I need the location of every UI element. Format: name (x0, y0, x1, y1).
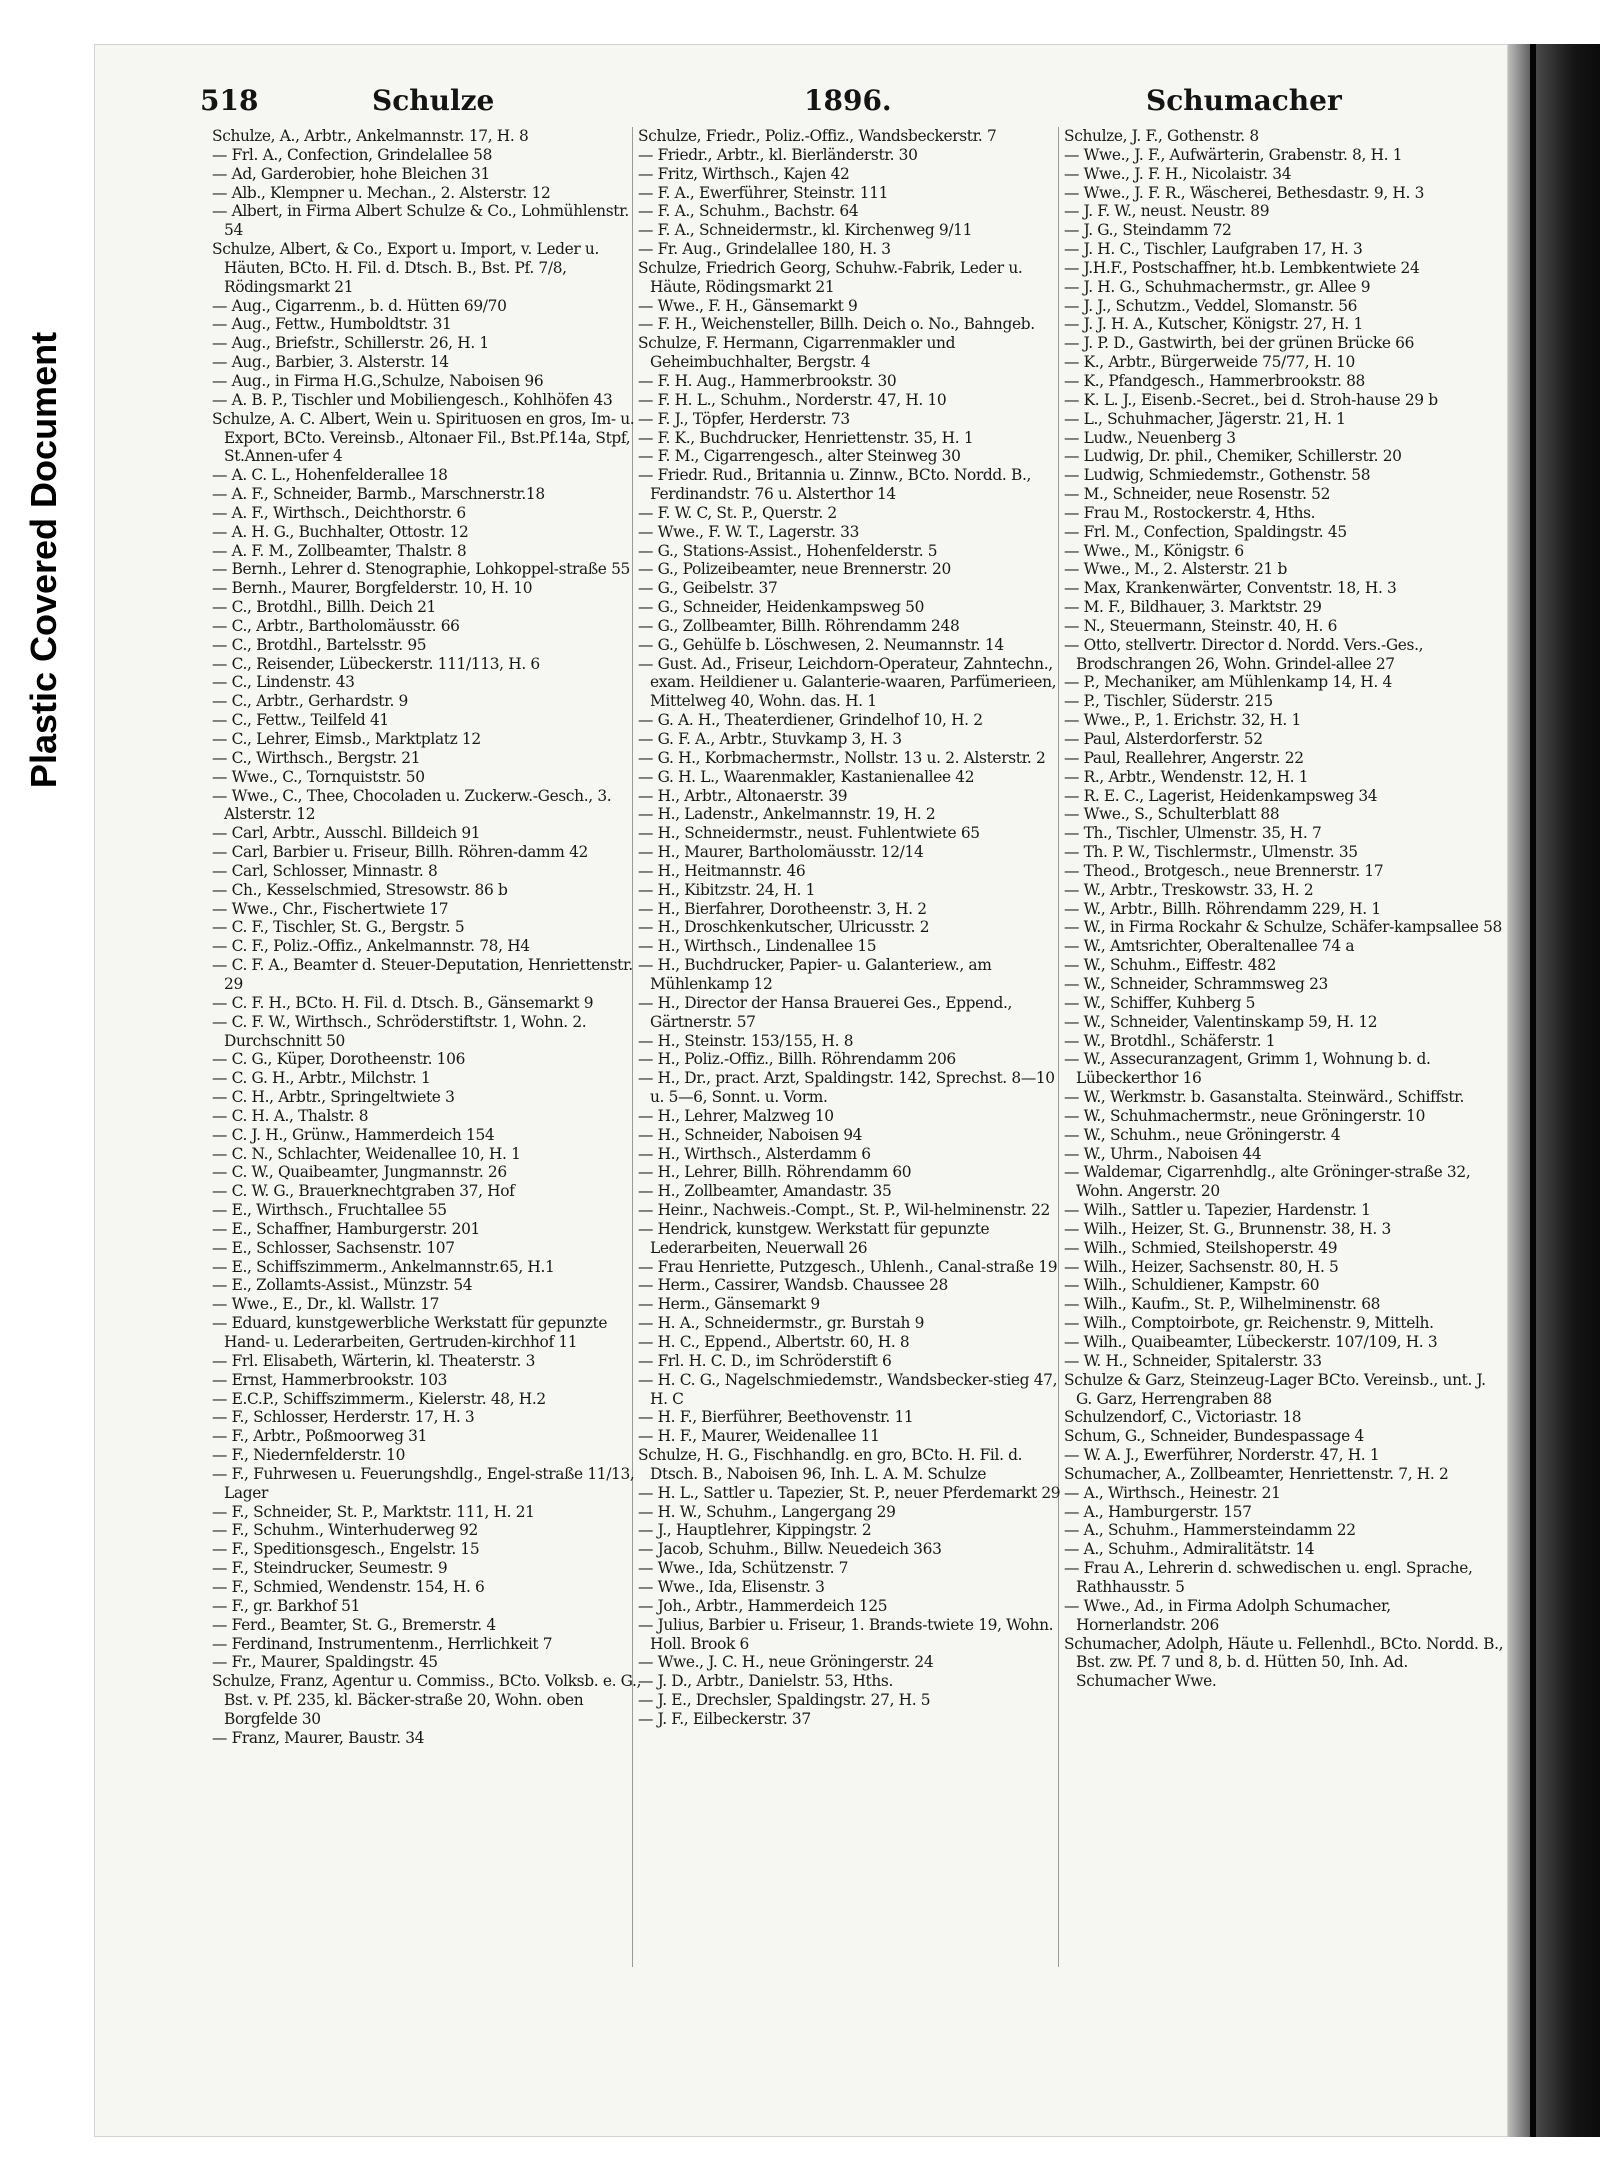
directory-entry: Schumacher, Adolph, Häute u. Fellenhdl., BCto. Nordd. B., Bst. zw. Pf. 7 und 8, b. d. Hütten 50, Inh. Ad. Schumacher Wwe. (1064, 1634, 1504, 1691)
directory-entry: — H., Lehrer, Billh. Röhrendamm 60 (638, 1163, 912, 1182)
directory-entry: — C. F., Tischler, St. G., Bergstr. 5 (212, 918, 465, 937)
directory-entry: — F., Steindrucker, Seumestr. 9 (212, 1559, 448, 1578)
directory-entry: — J. P. D., Gastwirth, bei der grünen Brücke 66 (1064, 334, 1415, 353)
directory-entry: — W., Assecuranzagent, Grimm 1, Wohnung b. d. Lübeckerthor 16 (1064, 1050, 1431, 1088)
plastic-covered-stamp (0, 0, 88, 2177)
directory-entry: — Julius, Barbier u. Friseur, 1. Brands-twiete 19, Wohn. Holl. Brook 6 (638, 1615, 1054, 1653)
directory-entry: — W. H., Schneider, Spitalerstr. 33 (1064, 1351, 1322, 1370)
directory-entry: — Paul, Reallehrer, Angerstr. 22 (1064, 748, 1304, 767)
directory-entry: — C., Fettw., Teilfeld 41 (212, 711, 389, 730)
directory-entry: — Ch., Kesselschmied, Stresowstr. 86 b (212, 880, 508, 899)
directory-entry: — Wwe., F. W. T., Lagerstr. 33 (638, 522, 860, 541)
directory-entry: — A., Wirthsch., Heinestr. 21 (1064, 1483, 1281, 1502)
directory-entry: — Frau A., Lehrerin d. schwedischen u. engl. Sprache, Rathhausstr. 5 (1064, 1559, 1473, 1596)
directory-entry: — F., Arbtr., Poßmoorweg 31 (212, 1427, 428, 1446)
directory-entry: — F. H. L., Schuhm., Norderstr. 47, H. 10 (638, 390, 947, 409)
directory-entry: — J. D., Arbtr., Danielstr. 53, Hths. (638, 1672, 894, 1691)
directory-entry: — Wwe., C., Thee, Chocoladen u. Zuckerw.-Gesch., 3. Alsterstr. 12 (212, 786, 612, 824)
directory-column-2 (638, 127, 1068, 1967)
directory-entry: — Th., Tischler, Ulmenstr. 35, H. 7 (1064, 824, 1322, 843)
directory-entry: — W., Schneider, Schrammsweg 23 (1064, 974, 1328, 993)
directory-entry: — Aug., Fettw., Humboldtstr. 31 (212, 315, 452, 334)
directory-entry: — J.H.F., Postschaffner, ht.b. Lembkentwiete 24 (1064, 258, 1420, 277)
directory-entry: — A., Schuhm., Hammersteindamm 22 (1064, 1521, 1356, 1540)
directory-entry: — Frau M., Rostockerstr. 4, Hths. (1064, 503, 1316, 522)
directory-entry: — Albert, in Firma Albert Schulze & Co., Lohmühlenstr. 54 (212, 202, 629, 240)
directory-entry: — K. L. J., Eisenb.-Secret., bei d. Stroh-hause 29 b (1064, 390, 1438, 409)
directory-entry: — F. W. C, St. P., Querstr. 2 (638, 503, 837, 522)
directory-entry: — W., Schuhmachermstr., neue Gröningerstr. 10 (1064, 1106, 1426, 1125)
directory-entry: — J. G., Steindamm 72 (1064, 221, 1232, 240)
directory-entry: — Frau Henriette, Putzgesch., Uhlenh., Canal-straße 19 (638, 1257, 1058, 1276)
directory-entry: — F., Schuhm., Winterhuderweg 92 (212, 1521, 478, 1540)
directory-entry: — M. F., Bildhauer, 3. Marktstr. 29 (1064, 598, 1322, 617)
directory-entry: — G. H. L., Waarenmakler, Kastanienallee 42 (638, 767, 975, 786)
book-gutter-shadow (1508, 44, 1600, 2137)
directory-entry: Schulze, Franz, Agentur u. Commiss., BCto. Volksb. e. G., Bst. v. Pf. 235, kl. Bäcker-straße 20, Wohn. oben Borgfelde 30 (212, 1672, 642, 1728)
directory-entry: — W., Schuhm., neue Gröningerstr. 4 (1064, 1125, 1341, 1144)
directory-entry: — H., Bierfahrer, Dorotheenstr. 3, H. 2 (638, 899, 927, 918)
directory-entry: — P., Tischler, Süderstr. 215 (1064, 692, 1273, 711)
directory-entry: — Wwe., J. F. H., Nicolaistr. 34 (1064, 164, 1292, 183)
directory-entry: — H., Arbtr., Altonaerstr. 39 (638, 786, 848, 805)
directory-entry: — C. W. G., Brauerknechtgraben 37, Hof (212, 1182, 515, 1201)
directory-entry: — Joh., Arbtr., Hammerdeich 125 (638, 1596, 888, 1615)
directory-entry: — Wilh., Schuldiener, Kampstr. 60 (1064, 1276, 1320, 1295)
directory-entry: — H., Kibitzstr. 24, H. 1 (638, 880, 816, 899)
directory-entry: — W., Schiffer, Kuhberg 5 (1064, 993, 1256, 1012)
directory-entry: — C. F. W., Wirthsch., Schröderstiftstr. 1, Wohn. 2. Durchschnitt 50 (212, 1012, 587, 1050)
directory-entry: — Wilh., Heizer, Sachsenstr. 80, H. 5 (1064, 1257, 1339, 1276)
directory-entry: — A., Schuhm., Admiralitätstr. 14 (1064, 1540, 1315, 1559)
directory-entry: — E.C.P., Schiffszimmerm., Kielerstr. 48, H.2 (212, 1389, 546, 1408)
directory-entry: — H., Dr., pract. Arzt, Spaldingstr. 142, Sprechst. 8—10 u. 5—6, Sonnt. u. Vorm. (638, 1069, 1055, 1107)
book-gutter-edge (1530, 44, 1536, 2137)
directory-entry: Schumacher, A., Zollbeamter, Henriettenstr. 7, H. 2 (1064, 1464, 1449, 1483)
directory-entry: — H. C. G., Nagelschmiedemstr., Wandsbecker-stieg 47, H. C (638, 1370, 1058, 1408)
directory-entry: — Ad, Garderobier, hohe Bleichen 31 (212, 164, 490, 183)
directory-entry: — H., Droschkenkutscher, Ulricusstr. 2 (638, 918, 930, 937)
directory-entry: — E., Schaffner, Hamburgerstr. 201 (212, 1219, 480, 1238)
directory-entry: — A. C. L., Hohenfelderallee 18 (212, 466, 448, 485)
directory-entry: — C., Lindenstr. 43 (212, 673, 355, 692)
directory-entry: Schulze & Garz, Steinzeug-Lager BCto. Vereinsb., unt. J. G. Garz, Herrengraben 88 (1064, 1370, 1486, 1408)
directory-entry: — G. A. H., Theaterdiener, Grindelhof 10, H. 2 (638, 711, 983, 730)
directory-entry: — Wwe., Chr., Fischertwiete 17 (212, 899, 449, 918)
directory-entry: Schulze, A. C. Albert, Wein u. Spirituosen en gros, Im- u. Export, BCto. Vereinsb., Altonaer Fil., Bst.Pf.14a, Stpf, St.Annen-ufer 4 (212, 409, 635, 466)
directory-entry: — Wwe., J. C. H., neue Gröningerstr. 24 (638, 1653, 934, 1672)
directory-entry: — Wwe., E., Dr., kl. Wallstr. 17 (212, 1295, 440, 1314)
directory-entry: — Waldemar, Cigarrenhdlg., alte Gröninger-straße 32, Wohn. Angerstr. 20 (1064, 1163, 1471, 1201)
directory-entry: — Wwe., J. F., Aufwärterin, Grabenstr. 8, H. 1 (1064, 145, 1403, 164)
directory-entry: — H. L., Sattler u. Tapezier, St. P., neuer Pferdemarkt 29 (638, 1483, 1061, 1502)
directory-entry: — J. J. H. A., Kutscher, Königstr. 27, H. 1 (1064, 315, 1363, 334)
directory-entry: — A. F. M., Zollbeamter, Thalstr. 8 (212, 541, 467, 560)
directory-entry: — Wwe., Ad., in Firma Adolph Schumacher, Hornerlandstr. 206 (1064, 1596, 1391, 1634)
directory-entry: — E., Zollamts-Assist., Münzstr. 54 (212, 1276, 473, 1295)
directory-entry: — C. G. H., Arbtr., Milchstr. 1 (212, 1069, 431, 1088)
directory-entry: — Frl. A., Confection, Grindelallee 58 (212, 145, 493, 164)
directory-entry: — H., Maurer, Bartholomäusstr. 12/14 (638, 843, 924, 862)
directory-entry: — H. C., Eppend., Albertstr. 60, H. 8 (638, 1333, 910, 1351)
directory-entry: — Fritz, Wirthsch., Kajen 42 (638, 164, 850, 183)
header-year: 1896. (804, 84, 892, 117)
directory-entry: — Theod., Brotgesch., neue Brennerstr. 17 (1064, 861, 1384, 880)
directory-entry: — C. J. H., Grünw., Hammerdeich 154 (212, 1125, 495, 1144)
directory-entry: — W., Uhrm., Naboisen 44 (1064, 1144, 1262, 1163)
directory-entry: Schum, G., Schneider, Bundespassage 4 (1064, 1427, 1364, 1446)
directory-entry: — Paul, Alsterdorferstr. 52 (1064, 730, 1263, 748)
directory-entry: — Wwe., M., Königstr. 6 (1064, 541, 1244, 560)
directory-entry: — C., Lehrer, Eimsb., Marktplatz 12 (212, 730, 481, 748)
directory-entry: — H. W., Schuhm., Langergang 29 (638, 1502, 896, 1521)
directory-entry: — Ferd., Beamter, St. G., Bremerstr. 4 (212, 1615, 496, 1634)
directory-entry: — Aug., Barbier, 3. Alsterstr. 14 (212, 353, 449, 372)
directory-entry: — F. K., Buchdrucker, Henriettenstr. 35, H. 1 (638, 428, 974, 447)
directory-entry: — Carl, Arbtr., Ausschl. Billdeich 91 (212, 824, 481, 843)
directory-entry: — Max, Krankenwärter, Conventstr. 18, H. 3 (1064, 579, 1397, 598)
directory-entry: — Wilh., Quaibeamter, Lübeckerstr. 107/109, H. 3 (1064, 1333, 1438, 1351)
directory-entry: — Eduard, kunstgewerbliche Werkstatt für gepunzte Hand- u. Lederarbeiten, Gertruden-kirchhof 11 (212, 1314, 608, 1351)
directory-entry: — G., Zollbeamter, Billh. Röhrendamm 248 (638, 616, 960, 635)
directory-entry: — Friedr., Arbtr., kl. Bierländerstr. 30 (638, 145, 918, 164)
directory-entry: — C., Wirthsch., Bergstr. 21 (212, 748, 421, 767)
directory-entry: — W. A. J., Ewerführer, Norderstr. 47, H. 1 (1064, 1446, 1380, 1465)
directory-entry: Schulze, H. G., Fischhandlg. en gro, BCto. H. Fil. d. Dtsch. B., Naboisen 96, Inh. L. A. M. Schulze (638, 1446, 1023, 1483)
directory-entry: — Heinr., Nachweis.-Compt., St. P., Wil-helminenstr. 22 (638, 1201, 1050, 1220)
directory-entry: — Frl. H. C. D., im Schröderstift 6 (638, 1351, 892, 1370)
directory-entry: — Frl. Elisabeth, Wärterin, kl. Theaterstr. 3 (212, 1351, 536, 1370)
directory-entry: — Fr., Maurer, Spaldingstr. 45 (212, 1653, 438, 1672)
directory-entry: — Aug., Cigarrenm., b. d. Hütten 69/70 (212, 296, 507, 315)
directory-entry: — Wwe., S., Schulterblatt 88 (1064, 805, 1280, 824)
directory-entry: — C. W., Quaibeamter, Jungmannstr. 26 (212, 1163, 507, 1182)
directory-entry: — H., Buchdrucker, Papier- u. Galanteriew., am Mühlenkamp 12 (638, 956, 992, 993)
directory-entry: — G., Polizeibeamter, neue Brennerstr. 20 (638, 560, 951, 579)
directory-entry: — W., Amtsrichter, Oberaltenallee 74 a (1064, 937, 1355, 956)
directory-entry: — Alb., Klempner u. Mechan., 2. Alsterstr. 12 (212, 183, 551, 202)
directory-entry: — Carl, Barbier u. Friseur, Billh. Röhren-damm 42 (212, 843, 588, 862)
directory-entry: — Wilh., Schmied, Steilshoperstr. 49 (1064, 1238, 1338, 1257)
directory-entry: — Frl. M., Confection, Spaldingstr. 45 (1064, 522, 1347, 541)
directory-entry: Schulzendorf, C., Victoriastr. 18 (1064, 1408, 1302, 1427)
directory-entry: — G., Gehülfe b. Löschwesen, 2. Neumannstr. 14 (638, 635, 1004, 654)
directory-entry: — J. H. C., Tischler, Laufgraben 17, H. 3 (1064, 240, 1363, 259)
directory-entry: — Herm., Cassirer, Wandsb. Chaussee 28 (638, 1276, 948, 1295)
directory-entry: — Bernh., Maurer, Borgfelderstr. 10, H. 10 (212, 579, 533, 598)
directory-entry: — F., Schmied, Wendenstr. 154, H. 6 (212, 1577, 485, 1596)
directory-entry: — R. E. C., Lagerist, Heidenkampsweg 34 (1064, 786, 1378, 805)
directory-entry: — H., Lehrer, Malzweg 10 (638, 1106, 834, 1125)
directory-entry: — W., Schuhm., Eiffestr. 482 (1064, 956, 1277, 975)
directory-entry: — F., Schneider, St. P., Marktstr. 111, H. 21 (212, 1502, 535, 1521)
directory-entry: — W., Brotdhl., Schäferstr. 1 (1064, 1031, 1276, 1050)
directory-entry: — Wwe., C., Tornquiststr. 50 (212, 767, 425, 786)
directory-entry: — C., Brotdhl., Billh. Deich 21 (212, 598, 436, 617)
directory-entry: — G., Stations-Assist., Hohenfelderstr. 5 (638, 541, 938, 560)
directory-entry: — Bernh., Lehrer d. Stenographie, Lohkoppel-straße 55 (212, 560, 630, 579)
directory-entry: — G. H., Korbmachermstr., Nollstr. 13 u. 2. Alsterstr. 2 (638, 748, 1046, 767)
directory-entry: — F., Schlosser, Herderstr. 17, H. 3 (212, 1408, 475, 1427)
directory-entry: — K., Pfandgesch., Hammerbrookstr. 88 (1064, 371, 1366, 390)
directory-entry: — J. H. G., Schuhmachermstr., gr. Allee 9 (1064, 277, 1371, 296)
directory-entry: — A. F., Schneider, Barmb., Marschnerstr.18 (212, 485, 545, 504)
directory-entry: — E., Wirthsch., Fruchtallee 55 (212, 1201, 447, 1220)
directory-entry: — W., Werkmstr. b. Gasanstalta. Steinwärd., Schiffstr. (1064, 1088, 1465, 1107)
directory-entry: — Wwe., M., 2. Alsterstr. 21 b (1064, 560, 1288, 579)
directory-entry: — C., Reisender, Lübeckerstr. 111/113, H. 6 (212, 654, 540, 673)
directory-entry: — H., Zollbeamter, Amandastr. 35 (638, 1182, 892, 1201)
directory-column-1 (212, 127, 642, 1967)
directory-entry: — Hendrick, kunstgew. Werkstatt für gepunzte Lederarbeiten, Neuerwall 26 (638, 1219, 990, 1257)
directory-entry: — W., Schneider, Valentinskamp 59, H. 12 (1064, 1012, 1378, 1031)
directory-entry: — W., Arbtr., Billh. Röhrendamm 229, H. 1 (1064, 899, 1381, 918)
stamp-text: Plastic Covered Document (23, 331, 64, 789)
directory-entry: — G. F. A., Arbtr., Stuvkamp 3, H. 3 (638, 730, 902, 748)
directory-entry: — A. B. P., Tischler und Mobiliengesch., Kohlhöfen 43 (212, 390, 613, 409)
directory-entry: Schulze, Friedrich Georg, Schuhw.-Fabrik, Leder u. Häute, Rödingsmarkt 21 (638, 258, 1023, 296)
directory-entry: — C. F. H., BCto. H. Fil. d. Dtsch. B., Gänsemarkt 9 (212, 993, 594, 1012)
directory-entry: — J. E., Drechsler, Spaldingstr. 27, H. 5 (638, 1691, 931, 1710)
directory-entry: — F., Speditionsgesch., Engelstr. 15 (212, 1540, 480, 1559)
directory-entry: — C., Arbtr., Gerhardstr. 9 (212, 692, 408, 711)
directory-entry: — C. F. A., Beamter d. Steuer-Deputation, Henriettenstr. 29 (212, 956, 633, 993)
directory-entry: — C. N., Schlachter, Weidenallee 10, H. 1 (212, 1144, 521, 1163)
directory-entry: — H., Schneidermstr., neust. Fuhlentwiete 65 (638, 824, 980, 843)
directory-entry: — Aug., in Firma H.G.,Schulze, Naboisen 96 (212, 371, 544, 390)
directory-entry: — Herm., Gänsemarkt 9 (638, 1295, 820, 1314)
directory-entry: — R., Arbtr., Wendenstr. 12, H. 1 (1064, 767, 1309, 786)
directory-entry: — H., Wirthsch., Lindenallee 15 (638, 937, 877, 956)
directory-entry: — A. H. G., Buchhalter, Ottostr. 12 (212, 522, 469, 541)
running-header (200, 84, 1342, 124)
directory-entry: — C. H. A., Thalstr. 8 (212, 1106, 369, 1125)
directory-entry: — G., Geibelstr. 37 (638, 579, 778, 598)
directory-entry: — J., Hauptlehrer, Kippingstr. 2 (638, 1521, 872, 1540)
directory-entry: — Wilh., Sattler u. Tapezier, Hardenstr. 1 (1064, 1201, 1371, 1220)
directory-entry: — Friedr. Rud., Britannia u. Zinnw., BCto. Nordd. B., Ferdinandstr. 76 u. Alsterthor 14 (638, 466, 1032, 504)
directory-entry: — F., gr. Barkhof 51 (212, 1596, 361, 1615)
directory-entry: — H. A., Schneidermstr., gr. Burstah 9 (638, 1314, 925, 1333)
directory-entry: — Carl, Schlosser, Minnastr. 8 (212, 861, 438, 880)
directory-entry: — Fr. Aug., Grindelallee 180, H. 3 (638, 240, 891, 259)
directory-entry: — L., Schuhmacher, Jägerstr. 21, H. 1 (1064, 409, 1346, 428)
directory-entry: — E., Schlosser, Sachsenstr. 107 (212, 1238, 455, 1257)
directory-entry: — A., Hamburgerstr. 157 (1064, 1502, 1252, 1521)
directory-entry: — Gust. Ad., Friseur, Leichdorn-Operateur, Zahntechn., exam. Heildiener u. Galanterie-waaren, Parfümerieen, Mittelweg 40, Wohn. das. H. 1 (638, 654, 1057, 711)
directory-entry: — W., in Firma Rockahr & Schulze, Schäfer-kampsallee 58 (1064, 918, 1502, 937)
directory-entry: — C. G., Küper, Dorotheenstr. 106 (212, 1050, 466, 1069)
directory-entry: — F. A., Schuhm., Bachstr. 64 (638, 202, 859, 221)
directory-entry: — Wwe., Ida, Elisenstr. 3 (638, 1577, 825, 1596)
directory-entry: — H., Director der Hansa Brauerei Ges., Eppend., Gärtnerstr. 57 (638, 993, 1013, 1031)
directory-entry: — C., Arbtr., Bartholomäusstr. 66 (212, 616, 460, 635)
directory-entry: Schulze, A., Arbtr., Ankelmannstr. 17, H. 8 (212, 127, 529, 145)
directory-entry: — W., Arbtr., Treskowstr. 33, H. 2 (1064, 880, 1314, 899)
directory-entry: — M., Schneider, neue Rosenstr. 52 (1064, 485, 1331, 504)
directory-entry: — J. F. W., neust. Neustr. 89 (1064, 202, 1270, 221)
directory-entry: — H. F., Maurer, Weidenallee 11 (638, 1427, 880, 1446)
directory-entry: — J. J., Schutzm., Veddel, Slomanstr. 56 (1064, 296, 1358, 315)
directory-entry: — Wilh., Heizer, St. G., Brunnenstr. 38, H. 3 (1064, 1219, 1391, 1238)
directory-entry: — Wilh., Kaufm., St. P., Wilhelminenstr. 68 (1064, 1295, 1381, 1314)
directory-entry: — Franz, Maurer, Baustr. 34 (212, 1728, 425, 1747)
directory-entry: — Wwe., F. H., Gänsemarkt 9 (638, 296, 858, 315)
directory-entry: Schulze, J. F., Gothenstr. 8 (1064, 127, 1259, 145)
directory-entry: — Jacob, Schuhm., Billw. Neuedeich 363 (638, 1540, 942, 1559)
directory-entry: — F., Fuhrwesen u. Feuerungshdlg., Engel-straße 11/13, Lager (212, 1464, 635, 1502)
directory-entry: — F. H., Weichensteller, Billh. Deich o. No., Bahngeb. (638, 315, 1035, 334)
directory-entry: — F. H. Aug., Hammerbrookstr. 30 (638, 371, 897, 390)
directory-entry: — N., Steuermann, Steinstr. 40, H. 6 (1064, 616, 1338, 635)
page-number: 518 (200, 84, 259, 117)
directory-entry: — H., Ladenstr., Ankelmannstr. 19, H. 2 (638, 805, 936, 824)
directory-entry: — Th. P. W., Tischlermstr., Ulmenstr. 35 (1064, 843, 1358, 862)
directory-entry: — G., Schneider, Heidenkampsweg 50 (638, 598, 925, 617)
directory-entry: — Ludwig, Dr. phil., Chemiker, Schillerstr. 20 (1064, 447, 1402, 466)
directory-entry: — F. M., Cigarrengesch., alter Steinweg 30 (638, 447, 961, 466)
directory-entry: — F., Niedernfelderstr. 10 (212, 1446, 406, 1465)
directory-entry: — Otto, stellvertr. Director d. Nordd. Vers.-Ges., Brodschrangen 26, Wohn. Grindel-allee 27 (1064, 635, 1424, 673)
directory-entry: Schulze, Albert, & Co., Export u. Import, v. Leder u. Häuten, BCto. H. Fil. d. Dtsch. B., Bst. Pf. 7/8, Rödingsmarkt 21 (212, 240, 600, 296)
directory-entry: — Aug., Briefstr., Schillerstr. 26, H. 1 (212, 334, 489, 353)
directory-column-3 (1064, 127, 1504, 1967)
directory-entry: — Ludwig, Schmiedemstr., Gothenstr. 58 (1064, 466, 1371, 485)
directory-entry: — Wwe., Ida, Schützenstr. 7 (638, 1559, 849, 1578)
directory-entry: — J. F., Eilbeckerstr. 37 (638, 1709, 811, 1728)
directory-entry: — Ludw., Neuenberg 3 (1064, 428, 1236, 447)
directory-entry: — H., Poliz.-Offiz., Billh. Röhrendamm 206 (638, 1050, 956, 1069)
directory-entry: — K., Arbtr., Bürgerweide 75/77, H. 10 (1064, 353, 1355, 372)
directory-entry: — Wwe., J. F. R., Wäscherei, Bethesdastr. 9, H. 3 (1064, 183, 1425, 202)
directory-entry: — C. H., Arbtr., Springeltwiete 3 (212, 1088, 455, 1107)
directory-entry: — H., Wirthsch., Alsterdamm 6 (638, 1144, 871, 1163)
header-right-word: Schumacher (1146, 84, 1342, 117)
directory-entry: — F. A., Schneidermstr., kl. Kirchenweg 9/11 (638, 221, 973, 240)
directory-entry: — H., Steinstr. 153/155, H. 8 (638, 1031, 854, 1050)
directory-entry: Schulze, Friedr., Poliz.-Offiz., Wandsbeckerstr. 7 (638, 127, 997, 145)
directory-entry: — H. F., Bierführer, Beethovenstr. 11 (638, 1408, 914, 1427)
directory-entry: — F. A., Ewerführer, Steinstr. 111 (638, 183, 889, 202)
directory-entry: Schulze, F. Hermann, Cigarrenmakler und Geheimbuchhalter, Bergstr. 4 (638, 334, 956, 372)
directory-entry: — Ernst, Hammerbrookstr. 103 (212, 1370, 448, 1389)
directory-entry: — H., Heitmannstr. 46 (638, 861, 806, 880)
directory-entry: — H., Schneider, Naboisen 94 (638, 1125, 863, 1144)
directory-entry: — Ferdinand, Instrumentenm., Herrlichkeit 7 (212, 1634, 553, 1653)
header-left-word: Schulze (372, 84, 495, 117)
directory-entry: — Wilh., Comptoirbote, gr. Reichenstr. 9, Mittelh. (1064, 1314, 1434, 1333)
directory-entry: — P., Mechaniker, am Mühlenkamp 14, H. 4 (1064, 673, 1392, 692)
directory-entry: — C. F., Poliz.-Offiz., Ankelmannstr. 78, H4 (212, 937, 530, 956)
directory-entry: — F. J., Töpfer, Herderstr. 73 (638, 409, 850, 428)
directory-entry: — Wwe., P., 1. Erichstr. 32, H. 1 (1064, 711, 1301, 730)
directory-entry: — C., Brotdhl., Bartelsstr. 95 (212, 635, 427, 654)
directory-entry: — A. F., Wirthsch., Deichthorstr. 6 (212, 503, 466, 522)
directory-entry: — E., Schiffszimmerm., Ankelmannstr.65, H.1 (212, 1257, 555, 1276)
